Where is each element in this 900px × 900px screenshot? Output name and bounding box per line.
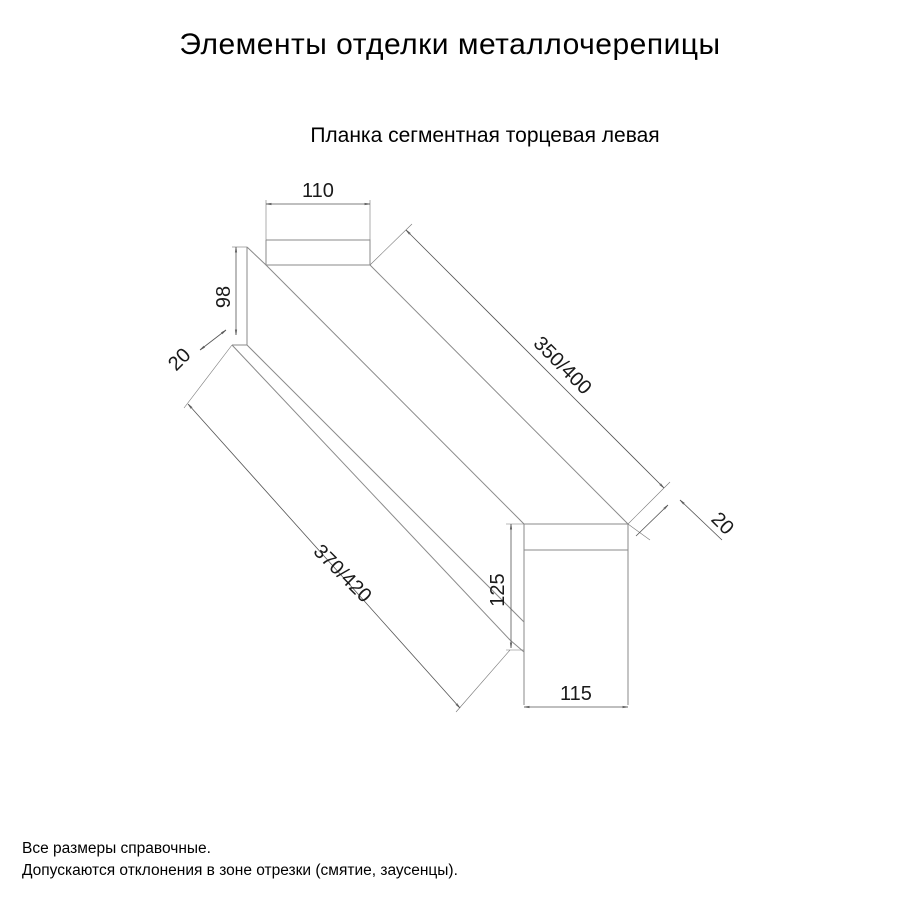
left-top-edge bbox=[247, 247, 266, 265]
dim-left-flange bbox=[164, 330, 226, 375]
dim-label-top-width: 110 bbox=[302, 180, 334, 202]
dim-bottom-height bbox=[487, 524, 524, 650]
dim-right-flange bbox=[628, 500, 738, 540]
dim-top-width bbox=[266, 180, 370, 240]
dim-left-height bbox=[213, 247, 247, 335]
part-outline bbox=[232, 240, 628, 705]
note-line-2: Допускаются отклонения в зоне отрезки (смятие, заусенцы). bbox=[22, 862, 458, 879]
diagonal-edge-upper bbox=[370, 265, 628, 524]
dim-label-left-height: 98 bbox=[213, 285, 235, 309]
dim-label-diagonal-right: 350/400 bbox=[528, 332, 596, 400]
top-segment bbox=[266, 240, 370, 265]
drawing-title: Элементы отделки металлочерепицы bbox=[179, 28, 721, 61]
note-line-1: Все размеры справочные. bbox=[22, 840, 211, 857]
dim-label-right-flange: 20 bbox=[706, 508, 738, 540]
dim-label-bottom-width: 115 bbox=[560, 683, 592, 705]
dim-label-diagonal-left: 370/420 bbox=[308, 540, 376, 608]
dim-label-bottom-height: 125 bbox=[487, 573, 509, 607]
dim-diagonal-left bbox=[184, 345, 510, 712]
dim-bottom-width bbox=[524, 683, 628, 707]
dim-label-left-flange: 20 bbox=[164, 344, 196, 376]
dim-diagonal-right bbox=[370, 224, 670, 524]
drawing-subtitle: Планка сегментная торцевая левая bbox=[310, 124, 660, 147]
drawing-notes bbox=[22, 838, 458, 882]
diagonal-edge-middle bbox=[266, 265, 524, 524]
diagonal-edge-lower bbox=[247, 345, 524, 622]
bottom-segment bbox=[524, 524, 628, 550]
